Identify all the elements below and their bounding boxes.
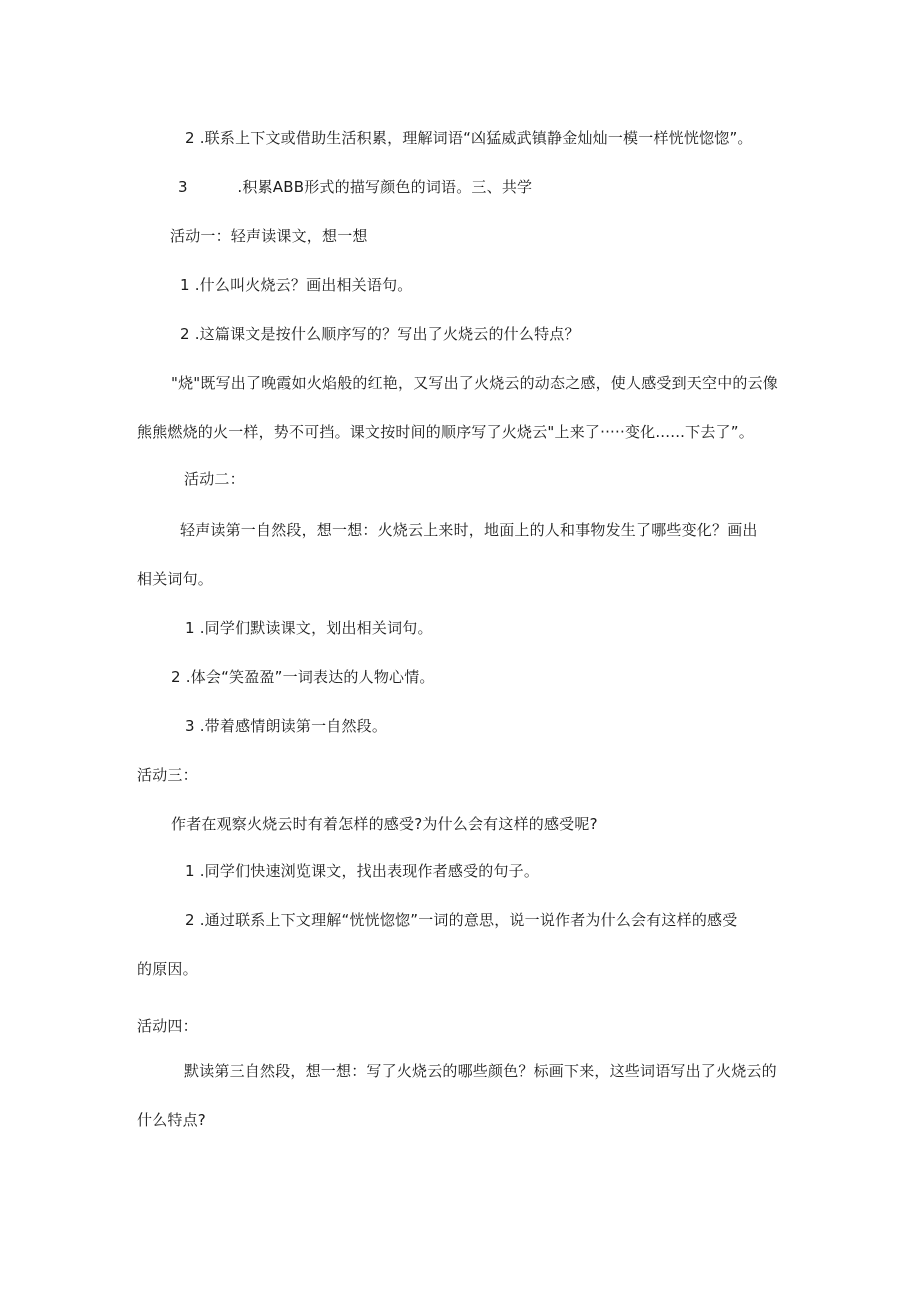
activity-2-step-3: 3 .带着感情朗读第一自然段。 [185,717,388,735]
item-3-accumulate-words: 3 .积累ABB形式的描写颜色的词语。三、共学 [178,178,533,196]
activity-2-intro-line-1: 轻声读第一自然段，想一想：火烧云上来时，地面上的人和事物发生了哪些变化？画出 [180,521,758,539]
activity-3-step-1: 1 .同学们快速浏览课文，找出表现作者感受的句子。 [185,862,540,880]
item-2-understand-words: 2 .联系上下文或借助生活积累，理解词语“凶猛威武镇静金灿灿一模一样恍恍惚惚”。 [185,129,753,147]
answer-paragraph-line-1: "烧"既写出了晚霞如火焰般的红艳，又写出了火烧云的动态之感，使人感受到天空中的云像 [171,374,779,392]
activity-3-intro: 作者在观察火烧云时有着怎样的感受?为什么会有这样的感受呢? [171,815,598,833]
activity-2-intro-line-2: 相关词句。 [137,570,214,588]
activity-4-intro-line-2: 什么特点? [137,1111,206,1129]
activity-1-heading: 活动一：轻声读课文，想一想 [170,227,368,245]
activity-2-heading: 活动二： [184,470,245,488]
activity-2-step-1: 1 .同学们默读课文，划出相关词句。 [185,619,433,637]
activity-1-question-2: 2 .这篇课文是按什么顺序写的？写出了火烧云的什么特点？ [180,325,580,343]
activity-3-step-2-line-1: 2 .通过联系上下文理解“恍恍惚惚”一词的意思，说一说作者为什么会有这样的感受 [185,911,738,929]
activity-2-step-2: 2 .体会“笑盈盈”一词表达的人物心情。 [171,668,435,686]
answer-paragraph-line-2: 熊熊燃烧的火一样，势不可挡。课文按时间的顺序写了火烧云"上来了·····变化......下去了”。 [137,423,754,441]
activity-3-step-2-line-2: 的原因。 [137,960,198,978]
activity-1-question-1: 1 .什么叫火烧云？画出相关语句。 [180,276,413,294]
activity-4-heading: 活动四： [137,1017,198,1035]
activity-3-heading: 活动三： [137,766,198,784]
activity-4-intro-line-1: 默读第三自然段，想一想：写了火烧云的哪些颜色？标画下来，这些词语写出了火烧云的 [184,1062,777,1080]
